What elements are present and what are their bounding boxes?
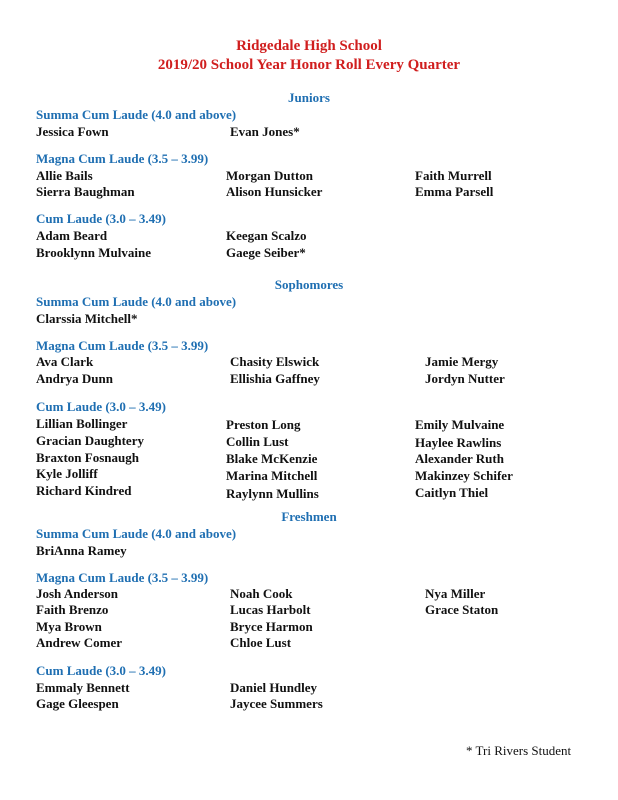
student-name: Mya Brown <box>36 619 102 634</box>
section-title: Magna Cum Laude (3.5 – 3.99) <box>36 338 209 353</box>
student-name: Marina Mitchell <box>226 468 318 483</box>
student-name: Collin Lust <box>226 434 289 449</box>
student-name: Nya Miller <box>425 586 486 601</box>
section-title: Cum Laude (3.0 – 3.49) <box>36 663 167 678</box>
student-name: Evan Jones* <box>230 124 300 139</box>
student-name: Emily Mulvaine <box>415 417 505 432</box>
student-name: Kyle Jolliff <box>36 466 98 481</box>
footnote: * Tri Rivers Student <box>466 743 572 758</box>
section-title: Summa Cum Laude (4.0 and above) <box>36 526 237 541</box>
student-name: Jamie Mergy <box>425 354 499 369</box>
student-name: Emmaly Bennett <box>36 680 130 695</box>
student-name: Andrya Dunn <box>36 371 113 386</box>
section-title: Cum Laude (3.0 – 3.49) <box>36 399 167 414</box>
student-name: Richard Kindred <box>36 483 132 498</box>
student-name: Emma Parsell <box>415 184 494 199</box>
student-name: Raylynn Mullins <box>226 486 319 501</box>
student-name: Caitlyn Thiel <box>415 485 489 500</box>
student-name: Lillian Bollinger <box>36 416 128 431</box>
student-name: Bryce Harmon <box>230 619 313 634</box>
student-name: Adam Beard <box>36 228 108 243</box>
student-name: Keegan Scalzo <box>226 228 307 243</box>
student-name: Jessica Fown <box>36 124 109 139</box>
section-title: Summa Cum Laude (4.0 and above) <box>36 107 237 122</box>
student-name: Sierra Baughman <box>36 184 135 199</box>
student-name: Grace Staton <box>425 602 499 617</box>
student-name: Clarssia Mitchell* <box>36 311 138 326</box>
student-name: Brooklynn Mulvaine <box>36 245 151 260</box>
student-name: Blake McKenzie <box>226 451 318 466</box>
student-name: Alexander Ruth <box>415 451 504 466</box>
student-name: Daniel Hundley <box>230 680 318 695</box>
school-title: Ridgedale High School <box>236 38 382 54</box>
student-name: Haylee Rawlins <box>415 435 502 450</box>
grade-heading-juniors: Juniors <box>288 90 330 105</box>
student-name: BriAnna Ramey <box>36 543 127 558</box>
grade-heading-sophomores: Sophomores <box>274 277 344 292</box>
document-subtitle: 2019/20 School Year Honor Roll Every Quarter <box>157 57 461 73</box>
section-title: Magna Cum Laude (3.5 – 3.99) <box>36 151 209 166</box>
student-name: Josh Anderson <box>36 586 118 601</box>
student-name: Makinzey Schifer <box>415 468 513 483</box>
student-name: Alison Hunsicker <box>226 184 323 199</box>
student-name: Ava Clark <box>36 354 94 369</box>
student-name: Jordyn Nutter <box>425 371 505 386</box>
student-name: Morgan Dutton <box>226 168 314 183</box>
student-name: Allie Bails <box>36 168 93 183</box>
student-name: Andrew Comer <box>36 635 123 650</box>
student-name: Noah Cook <box>230 586 293 601</box>
student-name: Chasity Elswick <box>230 354 320 369</box>
section-title: Cum Laude (3.0 – 3.49) <box>36 211 167 226</box>
student-name: Gaege Seiber* <box>226 245 306 260</box>
student-name: Faith Brenzo <box>36 602 109 617</box>
grade-heading-freshmen: Freshmen <box>281 509 337 524</box>
student-name: Gage Gleespen <box>36 696 119 711</box>
student-name: Lucas Harbolt <box>230 602 311 617</box>
student-name: Gracian Daughtery <box>36 433 144 448</box>
student-name: Faith Murrell <box>415 168 492 183</box>
student-name: Ellishia Gaffney <box>230 371 320 386</box>
student-name: Preston Long <box>226 417 301 432</box>
student-name: Chloe Lust <box>230 635 292 650</box>
section-title: Summa Cum Laude (4.0 and above) <box>36 294 237 309</box>
section-title: Magna Cum Laude (3.5 – 3.99) <box>36 570 209 585</box>
student-name: Braxton Fosnaugh <box>36 450 139 465</box>
student-name: Jaycee Summers <box>230 696 323 711</box>
